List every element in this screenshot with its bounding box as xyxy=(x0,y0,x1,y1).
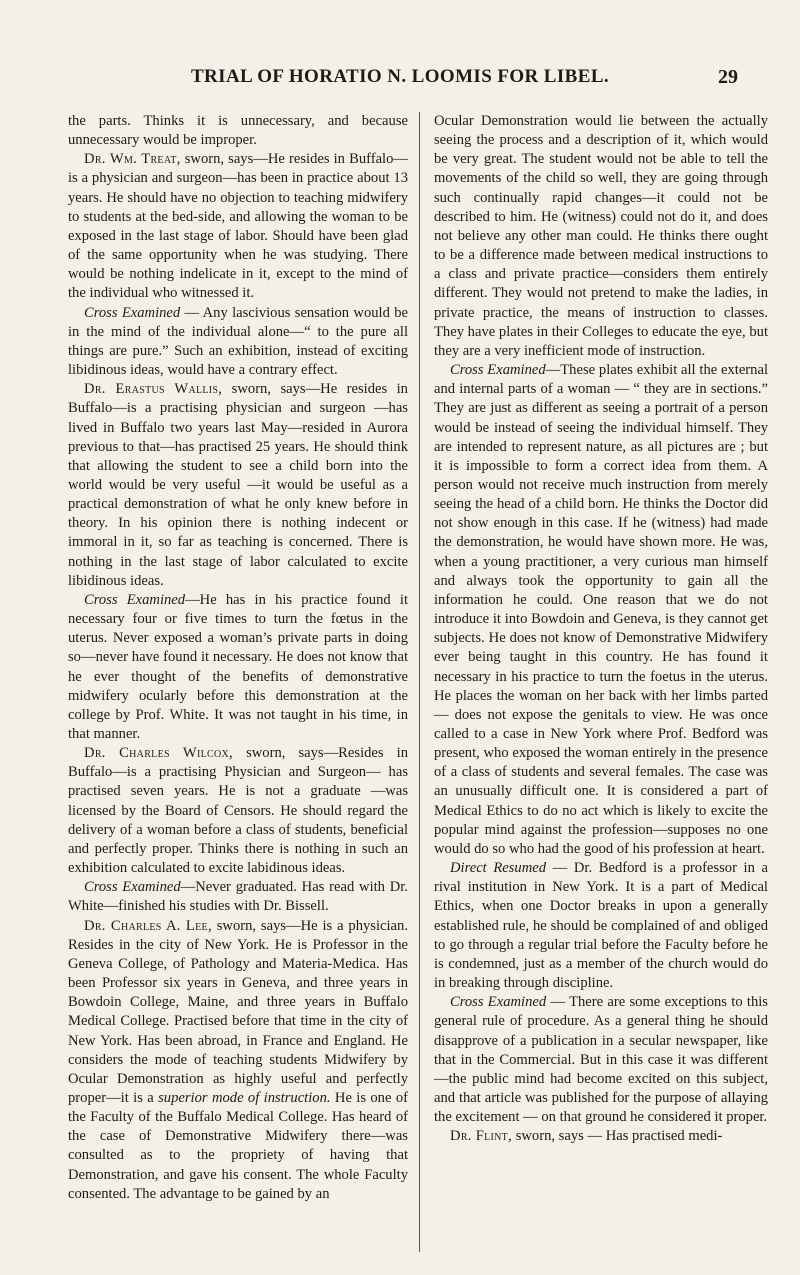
paragraph xyxy=(68,112,408,150)
section-lead: Direct Resumed xyxy=(450,860,547,877)
section-lead: Cross Examined xyxy=(450,994,547,1011)
paragraph-text: sworn, says—Resides in Buffalo—is a practising Physician and Surgeon— has practised seven years. He is not a graduate —was licensed by the Board of Censors. He should regard the delivery of a woman before a class of students, beneficial and perfectly proper. Thinks there is nothing in such an exhibition calculated to excite labidinous ideas. xyxy=(68,745,408,877)
text-columns xyxy=(68,112,768,1252)
paragraph-text: Ocular Demonstration would lie between the actually seeing the process and a description of it, which would be very great. The student would not be able to tell the movements of the child so well, they are going through such continually rapid changes—it could not be described to him. He (witness) could not do it, and does not believe any other man could. He thinks there ought to be a difference made between medical instructions to a class and private practice—considers them entirely different. They would not pretend to make the ladies, in private practice, the means of instruction to classes. They have plates in their Colleges to educate the eye, but they are a very inefficient mode of instruction. xyxy=(434,113,768,359)
page-number: 29 xyxy=(718,66,738,88)
paragraph-text: —These plates exhibit all the external and internal parts of a woman — “ they are in sections.” They are just as different as seeing a portrait of a person would be instead of seeing the individual himself. They are intended to represent nature, as all pictures are ; but it is impossible to form a correct idea from them. A person would not receive much instruction from merely seeing the head of a child born. He thinks the Doctor did not show enough in this case. If he (witness) had made the demonstration, he would have shown more. He was, when a young practitioner, a very curious man himself and always took the opportunity to gain all the information he could. One reason that we do not introduce it into Bowdoin and Geneva, is they cannot get subjects. He does not know of Demonstrative Midwifery ever being taught in this country. He has found it necessary in his practice to turn the foetus in the uterus. He places the woman on her back with her limbs parted— does not expose the genitals to view. He was once called to a case in New York where Prof. Bedford was present, who exposed the woman entirely in the presence of a class of students and several females. The case was an unusually difficult one. It is considered a part of Medical Ethics to do no act which is likely to excite the popular mind against the profession—supposes no one would do so who had the good of his profession at heart. xyxy=(434,362,768,857)
paragraph-text: sworn, says — Has practised medi- xyxy=(512,1128,723,1145)
section-lead: Cross Examined xyxy=(450,362,546,379)
right-column xyxy=(419,112,768,1252)
paragraph-text: — There are some exceptions to this general rule of procedure. As a general thing he should disapprove of a publication in a secular newspaper, like that in the Commercial. But in this case it was different—the public mind had become excited on this subject, and that article was published for the purpose of allaying the excitement — on that ground he considered it proper. xyxy=(434,994,768,1126)
witness-name: Dr. Wm. Treat, xyxy=(84,151,181,168)
witness-name: Dr. Charles Wilcox, xyxy=(84,745,234,762)
paragraph-text: He is one of the Faculty of the Buffalo Medical College. Has heard of the case of Demonstrative Midwifery there—was consulted as to the propriety of having that Demonstration, and gave his consent. The whole Faculty consented. The advantage to be gained by an xyxy=(68,1089,408,1202)
testimony-paragraph xyxy=(68,150,408,303)
testimony-paragraph xyxy=(434,1127,768,1146)
testimony-paragraph xyxy=(68,380,408,591)
paragraph-text: —Never graduated. Has read with Dr. White—finished his studies with Dr. Bissell. xyxy=(68,879,408,915)
cross-examination-paragraph xyxy=(68,878,408,916)
paragraph xyxy=(434,112,768,361)
page-header xyxy=(0,66,800,96)
cross-examination-paragraph xyxy=(68,304,408,381)
cross-examination-paragraph xyxy=(434,361,768,859)
witness-name: Dr. Charles A. Lee, xyxy=(84,917,212,934)
emphasis-text: superior mode of instruction. xyxy=(158,1089,331,1106)
paragraph-text: —He has in his practice found it necessary four or five times to turn the fœtus in the uterus. Never exposed a woman’s private parts in doing so—never have found it necessary. He does not know that he ever thought of the benefits of demonstrative midwifery ocularly before this demonstration at the college by Prof. White. It was not taught in his time, in that manner. xyxy=(68,591,408,742)
cross-examination-paragraph xyxy=(68,591,408,744)
section-lead: Cross Examined xyxy=(84,304,181,321)
testimony-paragraph xyxy=(68,744,408,878)
direct-resumed-paragraph xyxy=(434,859,768,993)
paragraph-text: — Dr. Bedford is a professor in a rival institution in New York. It is a part of Medical Ethics, when one Doctor breaks in upon a generally established rule, he should be complained of and obliged to go through a regular trial before the Faculty before he is condemned, just as a member of the church would do in breaking through discipline. xyxy=(434,860,768,992)
paragraph-text: — Any lascivious sensation would be in the mind of the individual alone—“ to the pure all things are pure.” Such an exhibition, instead of exciting libidinous ideas, would have a contrary effect. xyxy=(68,304,408,379)
witness-name: Dr. Erastus Wallis, xyxy=(84,381,223,398)
section-lead: Cross Examined xyxy=(84,591,186,608)
section-lead: Cross Examined xyxy=(84,879,181,896)
left-column xyxy=(68,112,408,1252)
paragraph-text: sworn, says—He is a physician. Resides in the city of New York. He is Professor in the Geneva College, of Pathology and Materia-Medica. Has been Professor six years in Geneva, and three years in Bowdoin College, Maine, and three years in Buffalo Medical College. Practised before that time in the city of New York. Has been abroad, in France and England. He considers the mode of teaching students Midwifery by Ocular Demonstration as highly useful and perfectly proper—it is a xyxy=(68,917,408,1106)
paragraph-text: sworn, says—He resides in Buffalo—is a practising physician and surgeon —has lived in Buffalo two years last May—resided in Aurora previous to that—has practised 25 years. He should think that allowing the student to see a child born into the world would be very useful —it would be useful as a practical demonstration of what he only knew before in theory. In his opinion there is nothing indecent or immoral in it, so far as teaching is concerned. There is nothing in the last stage of labor calculated to excite libidinous ideas. xyxy=(68,381,408,589)
running-head: TRIAL OF HORATIO N. LOOMIS FOR LIBEL. xyxy=(190,66,610,87)
paragraph-text: the parts. Thinks it is unnecessary, and because unnecessary would be improper. xyxy=(68,113,408,149)
testimony-paragraph xyxy=(68,917,408,1204)
witness-name: Dr. Flint, xyxy=(450,1128,513,1145)
paragraph-text: sworn, says—He resides in Buffalo—is a physician and surgeon—has been in practice about 13 years. He should have no objection to teaching midwifery to students at the bed-side, and allowing the woman to be exposed in the last stage of labor. Should have been glad of the same opportunity when he was studying. There would be nothing indelicate in it, except to the mind of the individual who witnessed it. xyxy=(68,151,408,302)
cross-examination-paragraph xyxy=(434,993,768,1127)
